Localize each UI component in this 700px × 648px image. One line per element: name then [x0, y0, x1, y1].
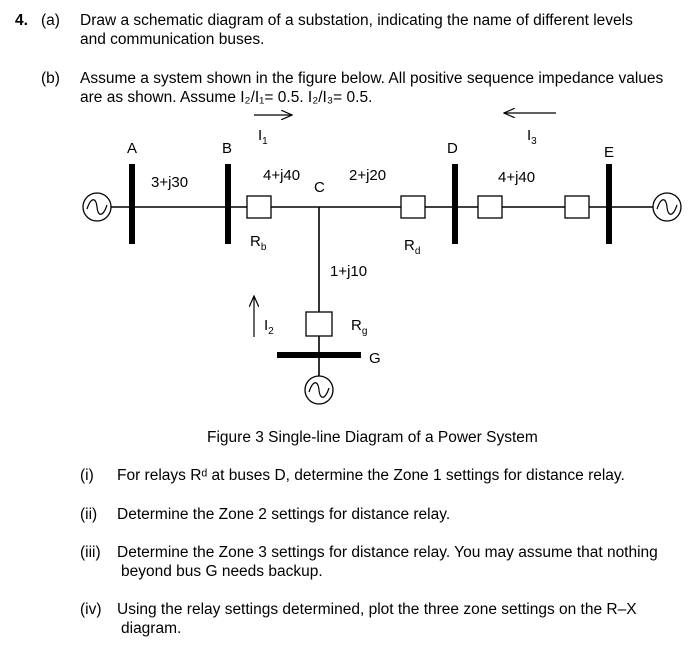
impedance-ab: 3+j30 [151, 174, 189, 191]
bus-d-label: D [447, 140, 458, 157]
part-b-line1: Assume a system shown in the figure below. All positive sequence impedance values [80, 70, 664, 87]
bus-e-bar [606, 164, 612, 244]
figure-caption: Figure 3 Single-line Diagram of a Power System [207, 429, 538, 446]
part-iii-label: (iii) [80, 544, 101, 561]
part-b-label: (b) [41, 70, 60, 87]
impedance-de: 4+j40 [498, 169, 536, 186]
generator-a-icon [83, 193, 111, 221]
bus-b-label: B [222, 140, 233, 157]
part-iv-text-line1: Using the relay settings determined, plot the three zone settings on the R–X [117, 601, 637, 618]
impedance-cg: 1+j10 [330, 263, 368, 280]
part-iv-text-line2: diagram. [121, 620, 182, 637]
bus-a-label: A [127, 140, 138, 157]
generator-e-icon [653, 193, 681, 221]
current-i3-label: $I_3$ [527, 127, 537, 147]
bus-e-label: E [604, 144, 615, 161]
part-iv-label: (iv) [80, 601, 102, 618]
part-ii-label: (ii) [80, 506, 98, 523]
breaker-de-right-box [565, 196, 589, 218]
impedance-cd: 2+j20 [349, 167, 387, 184]
part-i-text: For relays Rᵈ at buses D, determine the Zone 1 settings for distance relay. [117, 467, 625, 484]
part-iii-text-line2: beyond bus G needs backup. [121, 563, 323, 580]
part-iii-text-line1: Determine the Zone 3 settings for distance relay. You may assume that nothing [117, 544, 658, 561]
part-b-line2: are as shown. Assume I₂/I₁= 0.5. I₂/I₃= 0.5. [80, 89, 373, 106]
part-a-label: (a) [41, 12, 60, 29]
bus-g-bar [277, 352, 361, 358]
bus-b-bar [225, 164, 231, 244]
relay-rb-box [247, 196, 271, 218]
question-number: 4. [15, 12, 28, 29]
breaker-de-left-box [478, 196, 502, 218]
relay-rg-label: $R_g$ [351, 317, 368, 337]
relay-rd-label: $R_d$ [404, 237, 421, 257]
part-i-label: (i) [80, 467, 94, 484]
current-i1-label: $I_1$ [258, 127, 268, 147]
bus-g-label: G [369, 350, 381, 367]
bus-c-label: C [314, 179, 325, 196]
bus-a-bar [129, 164, 135, 244]
current-i2-label: $I_2$ [264, 317, 274, 337]
impedance-bc: 4+j40 [263, 167, 301, 184]
relay-rg-box [306, 312, 332, 336]
part-a-line1: Draw a schematic diagram of a substation, indicating the name of different levels [80, 12, 633, 29]
generator-g-icon [305, 376, 333, 404]
bus-d-bar [452, 164, 458, 244]
relay-rb-label: $R_b$ [250, 233, 267, 253]
relay-rd-box [401, 196, 425, 218]
part-ii-text: Determine the Zone 2 settings for distance relay. [117, 506, 451, 523]
part-a-line2: and communication buses. [80, 31, 265, 48]
